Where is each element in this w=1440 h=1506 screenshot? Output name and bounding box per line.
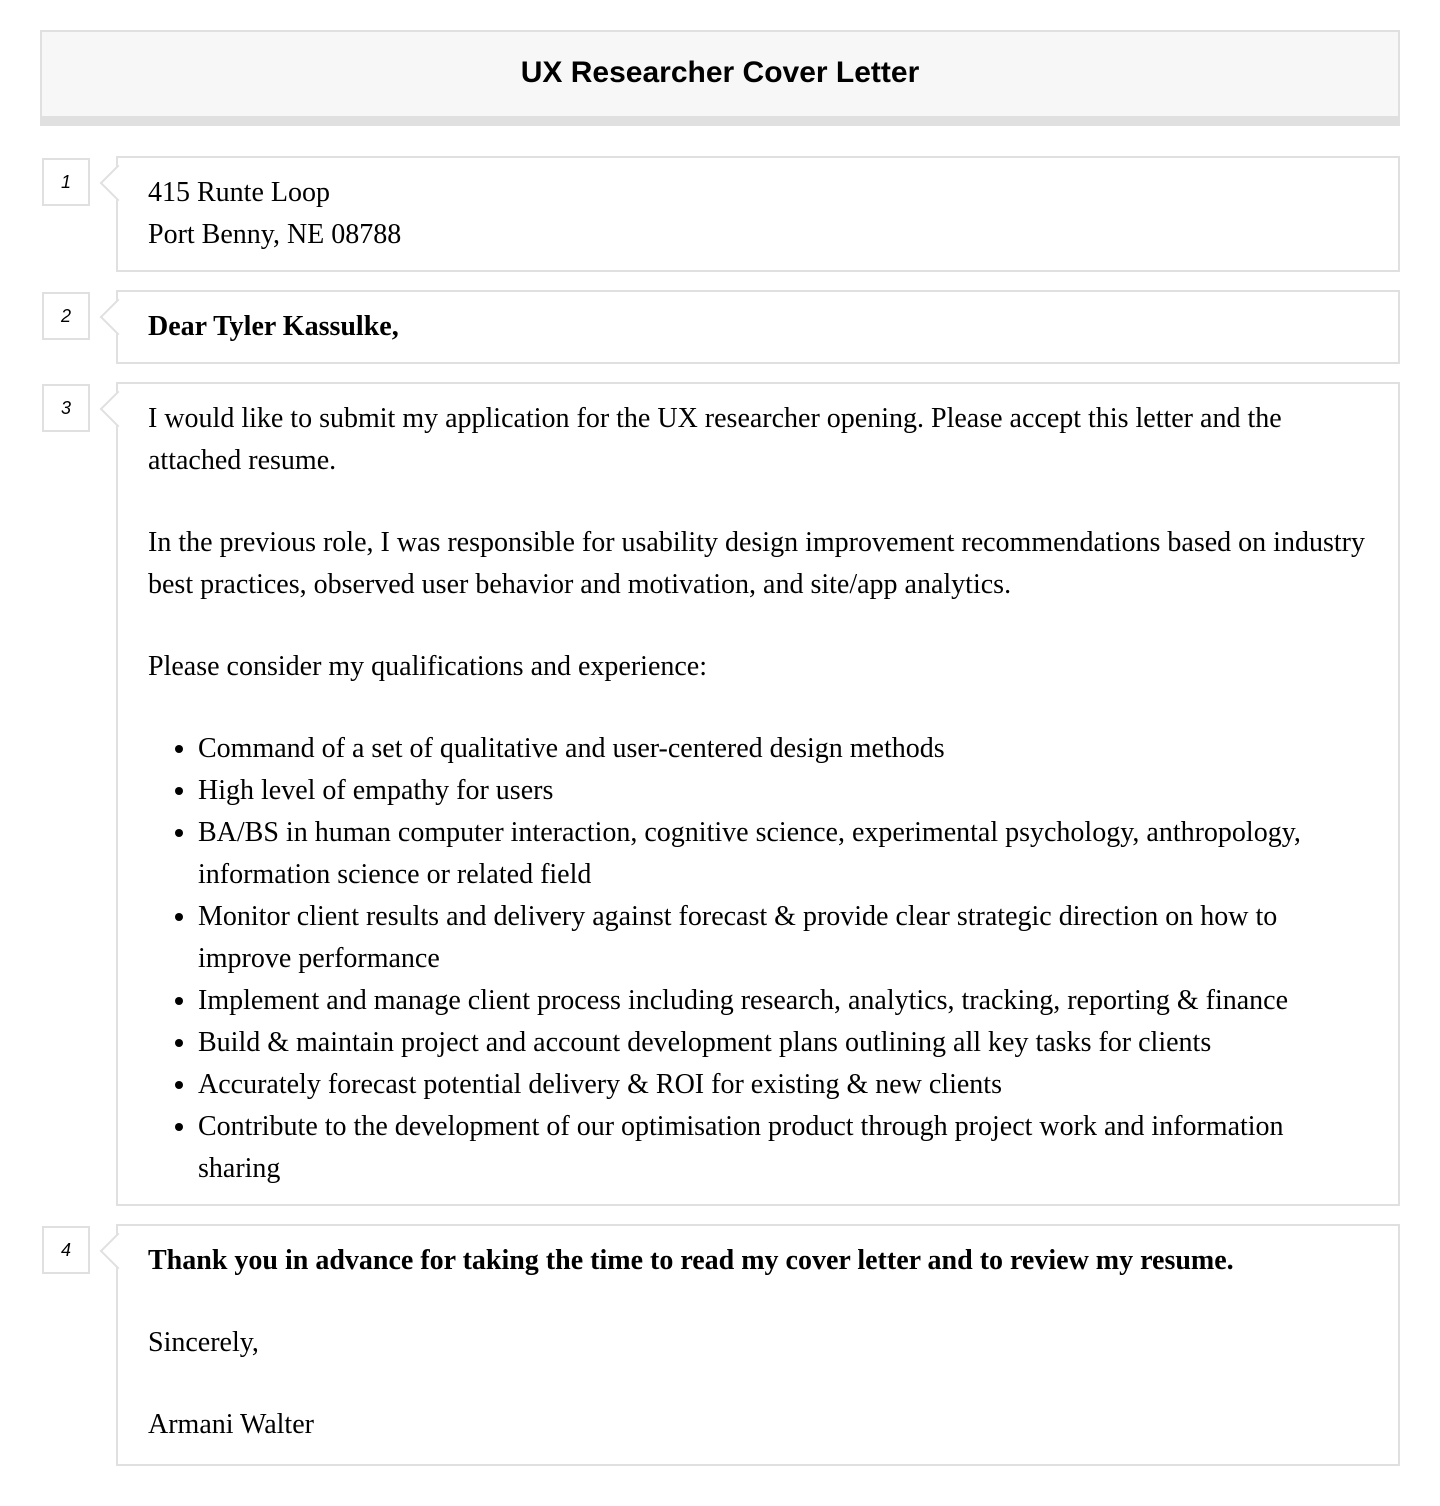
section-number-badge: 1 — [42, 158, 90, 206]
greeting: Dear Tyler Kassulke, — [148, 311, 399, 342]
address-line-2: Port Benny, NE 08788 — [148, 219, 402, 250]
body-paragraph: Please consider my qualifications and experience: — [148, 651, 708, 682]
section-number-badge: 4 — [42, 1226, 90, 1274]
page-header — [40, 30, 1400, 126]
list-item: • Build & maintain project and account development plans outlining all key tasks for clients — [198, 1022, 1368, 1064]
list-item: • Implement and manage client process including research, analytics, tracking, reporting & finance — [198, 980, 1368, 1022]
section-body — [40, 382, 1400, 1206]
address-line-1: 415 Runte Loop — [148, 177, 330, 208]
qualifications-list — [148, 728, 1368, 1190]
section-number-badge: 2 — [42, 292, 90, 340]
signature: Armani Walter — [148, 1409, 314, 1440]
section-greeting — [40, 290, 1400, 364]
section-content-box — [116, 1224, 1400, 1466]
body-paragraph: I would like to submit my application for the UX researcher opening. Please accept this letter and the attached resume. — [148, 403, 1282, 476]
body-paragraph: In the previous role, I was responsible for usability design improvement recommendations based on industry best practices, observed user behavior and motivation, and site/app analytics. — [148, 527, 1365, 600]
section-content-box — [116, 156, 1400, 272]
list-item: • Accurately forecast potential delivery & ROI for existing & new clients — [198, 1064, 1368, 1106]
closing-statement: Thank you in advance for taking the time to read my cover letter and to review my resume. — [148, 1245, 1234, 1276]
sign-off: Sincerely, — [148, 1327, 259, 1358]
section-content-box — [116, 290, 1400, 364]
list-item: • Contribute to the development of our optimisation product through project work and information sharing — [198, 1106, 1368, 1190]
list-item: • Monitor client results and delivery against forecast & provide clear strategic direction on how to improve performance — [198, 896, 1368, 980]
list-item: • Command of a set of qualitative and user-centered design methods — [198, 728, 1368, 770]
section-closing — [40, 1224, 1400, 1466]
list-item: • BA/BS in human computer interaction, cognitive science, experimental psychology, anthropology, information science or related field — [198, 812, 1368, 896]
section-number-badge: 3 — [42, 384, 90, 432]
list-item: • High level of empathy for users — [198, 770, 1368, 812]
section-content-box — [116, 382, 1400, 1206]
section-address — [40, 156, 1400, 272]
page-title: UX Researcher Cover Letter — [520, 56, 920, 89]
